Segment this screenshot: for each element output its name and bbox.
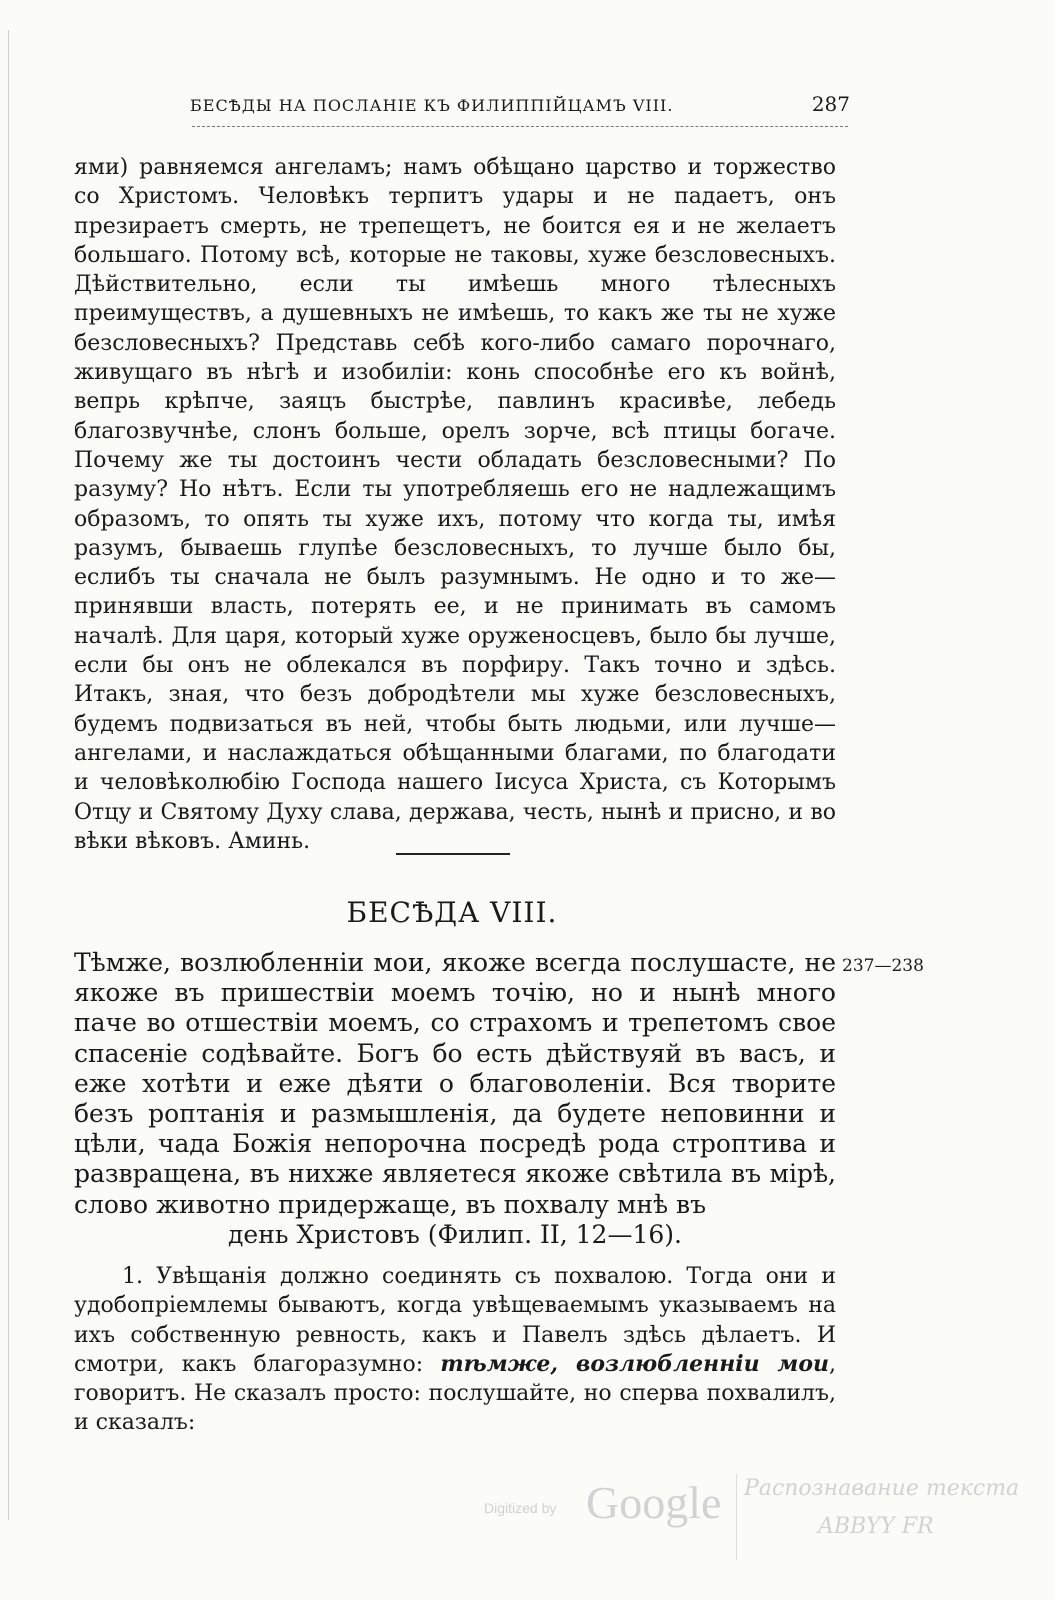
commentary-quote: тѣмже, возлюбленніи мои xyxy=(440,1350,829,1377)
watermark-google-logo: Google xyxy=(586,1477,722,1528)
page-number: 287 xyxy=(811,92,850,116)
scripture-passage xyxy=(74,948,836,1250)
watermark-digitized: Digitized by xyxy=(484,1500,557,1516)
header-rule xyxy=(192,126,848,127)
scripture-text: Тѣмже, возлюбленніи мои, якоже всегда послушасте, не якоже въ пришествіи моемъ точію, но и нынѣ много паче во отшествіи моемъ, со страхомъ и трепетомъ свое спасеніе содѣвайте. Богъ бо есть дѣйствуяй въ васъ, и еже хотѣти и еже дѣяти о благоволеніи. Вся творите безъ роптанія и размышленія, да будете неповинни и цѣли, чада Божія непорочна посредѣ рода строптива и развращена, въ нихже являетеся якоже свѣтила въ мірѣ, слово животно придержаще, въ похвалу мнѣ въ xyxy=(74,948,836,1219)
section-divider xyxy=(396,853,510,855)
commentary-text-end: , говоритъ. Не сказалъ просто: послушайте, но сперва похвалилъ, и сказалъ: xyxy=(74,1351,836,1436)
watermark-recognition: Распознавание текста xyxy=(744,1476,1020,1501)
watermark-abbyy: ABBYY FR xyxy=(818,1514,934,1539)
margin-reference: 237—238 xyxy=(842,956,924,976)
header-title: БЕСѢДЫ НА ПОСЛАНІЕ КЪ ФИЛИППІЙЦАМЪ VIII. xyxy=(190,96,674,115)
paragraph-continuation: ями) равняемся ангеламъ; намъ обѣщано царство и торжество со Христомъ. Человѣкъ терпитъ удары и не падаетъ, онъ презираетъ смерть, не трепещетъ, не боится ея и не желаетъ большаго. Потому всѣ, которые не таковы, хуже безсловесныхъ. Дѣйствительно, если ты имѣешь много тѣлесныхъ преимуществъ, а душевныхъ не имѣешь, то какъ же ты не хуже безсловесныхъ? Представь себѣ кого-либо самаго порочнаго, живущаго въ нѣгѣ и изобиліи: конь способнѣе его къ войнѣ, вепрь крѣпче, заяцъ быстрѣе, павлинъ красивѣе, лебедь благозвучнѣе, слонъ больше, орелъ зорче, всѣ птицы богаче. Почему же ты достоинъ чести обладать безсловесными? По разуму? Но нѣтъ. Если ты употребляешь его не надлежащимъ образомъ, то опять ты хуже ихъ, потому что когда ты, имѣя разумъ, бываешь глупѣе безсловесныхъ, то лучше было бы, еслибъ ты сначала не былъ разумнымъ. Не одно и то же—принявши власть, потерять ее, и не принимать въ самомъ началѣ. Для царя, который хуже оруженосцевъ, было бы лучше, если бы онъ не облекался въ порфиру. Такъ точно и здѣсь. Итакъ, зная, что безъ добродѣтели мы хуже безсловесныхъ, будемъ подвизаться въ ней, чтобы быть людьми, или лучше—ангелами, и наслаждаться обѣщанными благами, по благодати и человѣколюбію Господа нашего Іисуса Христа, съ Которымъ Отцу и Святому Духу слава, держава, честь, нынѣ и присно, и во вѣки вѣковъ. Аминь. xyxy=(74,155,836,854)
commentary-paragraph xyxy=(74,1262,836,1438)
page-edge-line xyxy=(8,30,9,1520)
commentary-text-start: 1. Увѣщанія должно соединять съ похвалою. Тогда они и удобопріемлемы бываютъ, когда увѣщеваемымъ указываемъ на ихъ собственную ревность, какъ и Павелъ здѣсь дѣлаетъ. И смотри, какъ благоразумно: xyxy=(74,1264,836,1377)
watermark-separator xyxy=(736,1474,737,1560)
chapter-title: БЕСѢДА VIII. xyxy=(346,896,558,929)
scripture-reference-line: день Христовъ (Филип. II, 12—16). xyxy=(228,1219,682,1249)
